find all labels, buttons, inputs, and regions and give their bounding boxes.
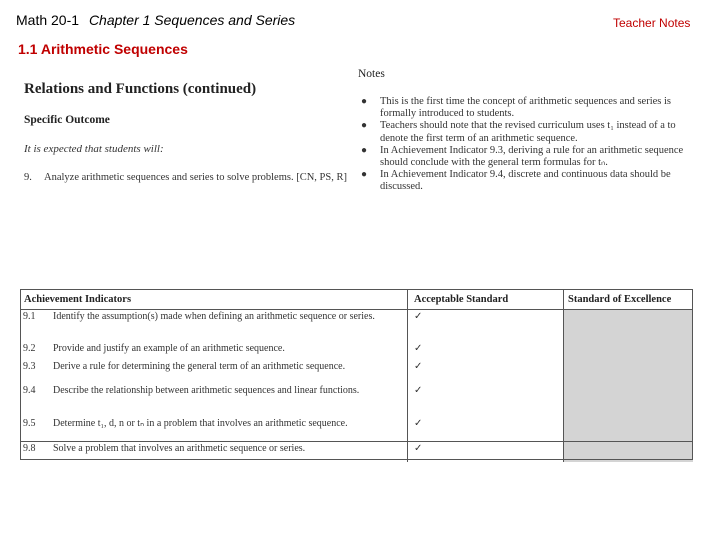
check-icon: ✓	[408, 417, 564, 442]
indicator-number: 9.4	[23, 385, 36, 396]
bullet-icon: ●	[361, 169, 368, 181]
indicator-text: Solve a problem that involves an arithmetic sequence or series.	[49, 442, 408, 463]
excellence-cell	[564, 442, 694, 463]
table-row	[20, 417, 693, 442]
outcome-text: Analyze arithmetic sequences and series to solve problems. [CN, PS, R]	[44, 172, 347, 183]
indicator-number: 9.2	[23, 343, 36, 354]
bullet-icon: ●	[361, 120, 368, 132]
indicator-text: Determine t₁, d, n or tₙ in a problem that involves an arithmetic sequence.	[49, 417, 408, 442]
check-icon: ✓	[408, 360, 564, 384]
bullet-icon: ●	[361, 96, 368, 107]
table-row	[20, 310, 693, 343]
excellence-cell	[564, 384, 694, 417]
teacher-notes-label: Teacher Notes	[613, 16, 691, 30]
outcome-number: 9.	[24, 172, 32, 183]
check-icon: ✓	[408, 310, 564, 343]
indicator-number: 9.1	[23, 311, 36, 322]
chapter-title: Chapter 1 Sequences and Series	[88, 12, 296, 28]
indicator-number: 9.8	[20, 442, 49, 463]
check-icon: ✓	[408, 442, 564, 463]
note-text: Teachers should note that the revised curriculum uses t₁ instead of a to denote the first term of an arithmetic sequence.	[380, 120, 676, 144]
note-text: In Achievement Indicator 9.3, deriving a rule for an arithmetic sequence should conclude with the general term formulas for tₙ.	[380, 144, 684, 169]
note-item	[358, 120, 698, 144]
note-text: This is the first time the concept of arithmetic sequences and series is formally introduced to students.	[380, 96, 671, 120]
table-row	[20, 384, 693, 417]
header-standard-of-excellence: Standard of Excellence	[564, 289, 694, 310]
excellence-cell	[564, 360, 694, 384]
indicator-text: Describe the relationship between arithmetic sequences and linear functions.	[49, 384, 408, 417]
table-row	[20, 360, 693, 384]
notes-title: Notes	[358, 68, 385, 80]
indicator-text: Identify the assumption(s) made when defining an arithmetic sequence or series.	[49, 310, 408, 343]
indicator-number: 9.3	[23, 361, 36, 372]
header-achievement-indicators: Achievement Indicators	[20, 289, 408, 310]
note-item	[358, 169, 698, 193]
achievement-indicators-table	[20, 289, 693, 462]
indicator-number: 9.5	[23, 418, 36, 429]
table-row	[20, 342, 693, 360]
relations-functions-title: Relations and Functions (continued)	[24, 81, 257, 97]
check-icon: ✓	[408, 384, 564, 417]
course-title: Math 20-1	[16, 12, 80, 28]
section-title: 1.1 Arithmetic Sequences	[18, 41, 188, 57]
check-icon: ✓	[408, 342, 564, 360]
bullet-icon: ●	[361, 144, 368, 156]
indicator-text: Provide and justify an example of an arithmetic sequence.	[49, 342, 408, 360]
excellence-cell	[564, 310, 694, 343]
header-acceptable-standard: Acceptable Standard	[408, 289, 564, 310]
excellence-cell	[564, 417, 694, 442]
note-text: In Achievement Indicator 9.4, discrete and continuous data should be discussed.	[380, 169, 671, 193]
notes-list	[358, 96, 698, 194]
table-row	[20, 442, 693, 463]
expected-text: It is expected that students will:	[24, 143, 164, 155]
page-header	[16, 12, 295, 28]
specific-outcome-label: Specific Outcome	[24, 114, 110, 126]
indicator-text: Derive a rule for determining the general term of an arithmetic sequence.	[49, 360, 408, 384]
note-item	[358, 96, 698, 120]
excellence-cell	[564, 342, 694, 360]
note-item	[358, 145, 698, 169]
